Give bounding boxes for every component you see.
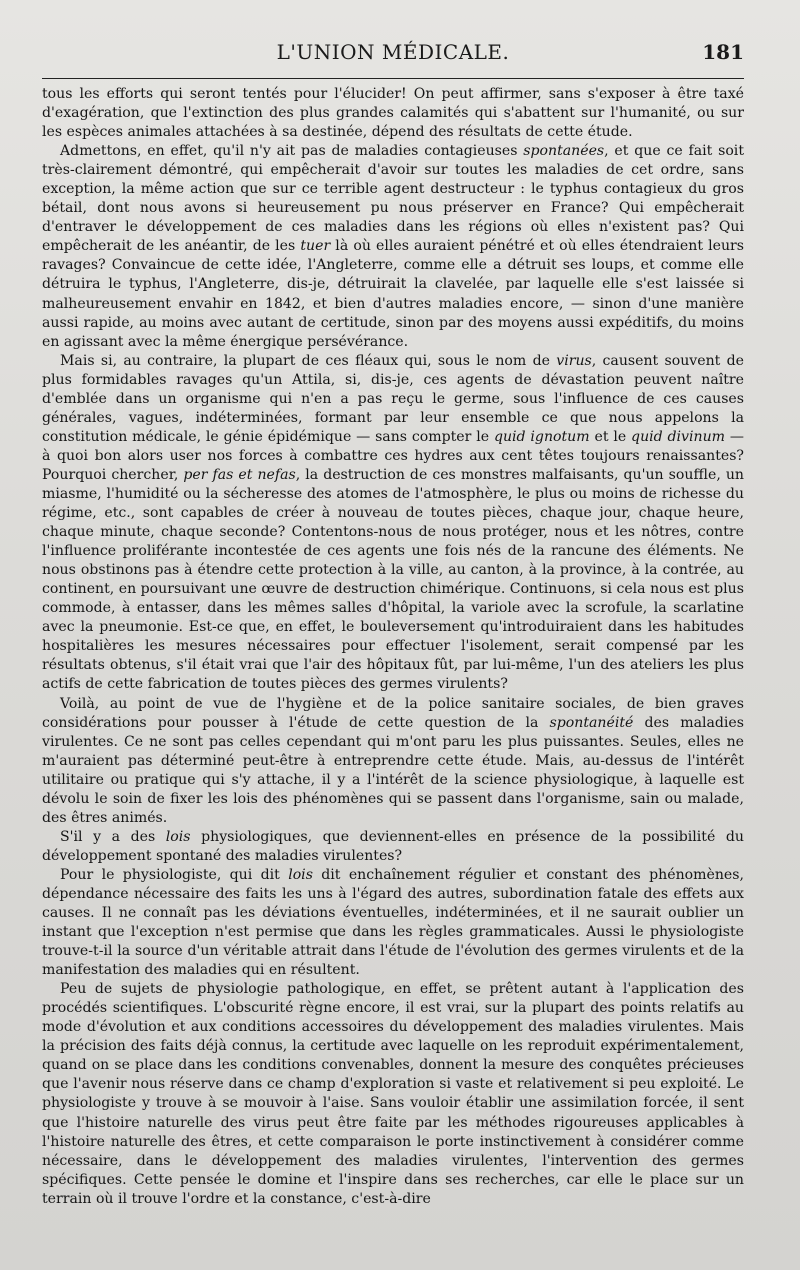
page-header: [42, 36, 744, 72]
text-run: tous les efforts qui seront tentés pour l'élucider! On peut affirmer, sans s'exposer à être taxé d'exagération, que l'extinction des plus grandes calamités qui s'abattent sur l'humanité, ou sur les espèces animales attachées à sa destinée, dépend des résultats de cette étude.: [42, 86, 744, 141]
paragraph: [42, 866, 744, 980]
italic-text: virus: [556, 352, 592, 369]
italic-text: spontanéité: [549, 714, 634, 731]
paragraph: [42, 980, 744, 1209]
italic-text: spontanées: [523, 143, 605, 160]
paragraph: [42, 85, 744, 142]
running-title: L'UNION MÉDICALE.: [276, 40, 510, 64]
text-run: dit enchaînement régulier et constant des phénomènes, dépendance nécessaire des faits les uns à l'égard des autres, subordination fatale des effets aux causes. Il ne connaît pas les déviations éventuelles, indéterminées, et il ne saurait oublier un instant que l'exception n'est permise que dans les règles grammaticales. Aussi le physiologiste trouve-t-il la source d'un véritable attrait dans l'étude de l'évolution des germes virulents et de la manifestation des maladies qui en résultent.: [42, 866, 744, 979]
paragraph: [42, 695, 744, 828]
italic-text: quid divinum: [631, 428, 726, 445]
header-rule: [42, 78, 744, 79]
text-run: et le: [589, 428, 632, 445]
text-run: des maladies virulentes. Ce ne sont pas celles cependant qui m'ont paru les plus puissantes. Seules, elles ne m'auraient pas déterminé peut-être à entreprendre cette étude. Mais, au-dessus de l'intérêt utilitaire ou pratique qui s'y attache, il y a l'intérêt de la science physiologique, à laquelle est dévolu le soin de fixer les lois des phénomènes qui se passent dans l'organisme, sain ou malade, des êtres animés.: [42, 714, 744, 826]
paragraph: [42, 352, 744, 695]
paragraph: [42, 142, 744, 352]
page-number: 181: [702, 40, 744, 64]
text-run: — à quoi bon alors user nos forces à combattre ces hydres aux cent têtes toujours renaissantes? Pourquoi chercher,: [42, 428, 744, 483]
text-run: Pour le physiologiste, qui dit: [60, 866, 289, 883]
text-run: là où elles auraient pénétré et où elles étendraient leurs ravages? Convaincue de cette idée, l'Angleterre, comme elle a détruit ses loups, et comme elle détruira le typhus, l'Angleterre, dis-je, détruirait la clavelée, par laquelle elle s'est laissée si malheureusement envahir en 1842, et bien d'autres maladies encore, — sinon d'une manière aussi rapide, au moins avec autant de certitude, sinon par des moyens aussi expéditifs, du moins en agissant avec la même énergique persévérance.: [42, 238, 744, 350]
text-run: , et que ce fait soit très-clairement démontré, qui empêcherait d'avoir sur toutes les maladies de cet ordre, sans exception, la même action que sur ce terrible agent destructeur : le typhus contagieux du gros bétail, dont nous avons si heureusement pu nous préserver en France? Qui empêcherait d'entraver le développement de ces maladies dans les régions où elles n'existent pas? Qui empêcherait de les anéantir, de les: [42, 143, 744, 255]
body-text: [42, 85, 744, 1209]
text-run: , causent souvent de plus formidables ravages qu'un Attila, si, dis-je, ces agents de dévastation peuvent naître d'emblée dans un organisme qui n'en a pas reçu le germe, sous l'influence de ces causes générales, vagues, indéterminées, formant par leur ensemble ce que nous appelons la constitution médicale, le génie épidémique — sans compter le: [42, 352, 744, 445]
italic-text: quid ignotum: [493, 428, 590, 445]
text-run: Mais si, au contraire, la plupart de ces fléaux qui, sous le nom de: [60, 352, 557, 369]
text-run: Admettons, en effet, qu'il n'y ait pas de maladies contagieuses: [60, 143, 524, 160]
text-run: Peu de sujets de physiologie pathologique, en effet, se prêtent autant à l'application des procédés scientifiques. L'obscurité règne encore, il est vrai, sur la plupart des points relatifs au mode d'évolution et aux conditions accessoires du développement des maladies virulentes. Mais la précision des faits déjà connus, la certitude avec laquelle on les reproduit expérimentalement, quand on se place dans les conditions convenables, donnent la mesure des conquêtes précieuses que l'avenir nous réserve dans ce champ d'exploration si vaste et relativement si peu exploité. Le physiologiste y trouve à se mouvoir à l'aise. Sans vouloir établir une assimilation forcée, il sent que l'histoire naturelle des virus peut être faite par les méthodes rigoureuses applicables à l'histoire naturelle des êtres, et cette comparaison le porte instinctivement à considérer comme nécessaire, dans le développement des maladies virulentes, l'intervention des germes spécifiques. Cette pensée le domine et l'inspire dans ses recherches, car elle le place sur un terrain où il trouve l'ordre et la constance, c'est-à-dire: [42, 981, 744, 1207]
text-run: , la destruction de ces monstres malfaisants, qu'un souffle, un miasme, l'humidité ou la sécheresse des atomes de l'atmosphère, le plus ou moins de richesse du régime, etc., sont capables de créer à nouveau de toutes pièces, chaque jour, chaque heure, chaque minute, chaque seconde? Contentons-nous de nous protéger, nous et les nôtres, contre l'influence proliférante incontestée de ces agents une fois nés de la rancune des éléments. Ne nous obstinons pas à étendre cette protection à la ville, au canton, à la province, à la contrée, au continent, en poursuivant une œuvre de destruction chimérique. Continuons, si cela nous est plus commode, à entasser, dans les mêmes salles d'hôpital, la variole avec la scrofule, la scarlatine avec la pneumonie. Est-ce que, en effet, le bouleversement qu'introduiraient dans les habitudes hospitalières les mesures nécessaires pour effectuer l'isolement, serait compensé par les résultats obtenus, s'il était vrai que l'air des hôpitaux fût, par lui-même, l'un des ateliers les plus actifs de cette fabrication de toutes pièces des germes virulents?: [42, 466, 744, 693]
text-run: Voilà, au point de vue de l'hygiène et de la police sanitaire sociales, de bien graves considérations pour pousser à l'étude de cette question de la: [42, 695, 744, 731]
italic-text: lois: [165, 828, 191, 845]
text-run: physiologiques, que deviennent-elles en présence de la possibilité du développement spontané des maladies virulentes?: [42, 828, 744, 864]
paragraph: [42, 828, 744, 866]
italic-text: per fas et nefas: [183, 466, 296, 483]
italic-text: lois: [288, 866, 313, 883]
text-run: S'il y a des: [60, 828, 166, 845]
italic-text: tuer: [300, 238, 331, 255]
